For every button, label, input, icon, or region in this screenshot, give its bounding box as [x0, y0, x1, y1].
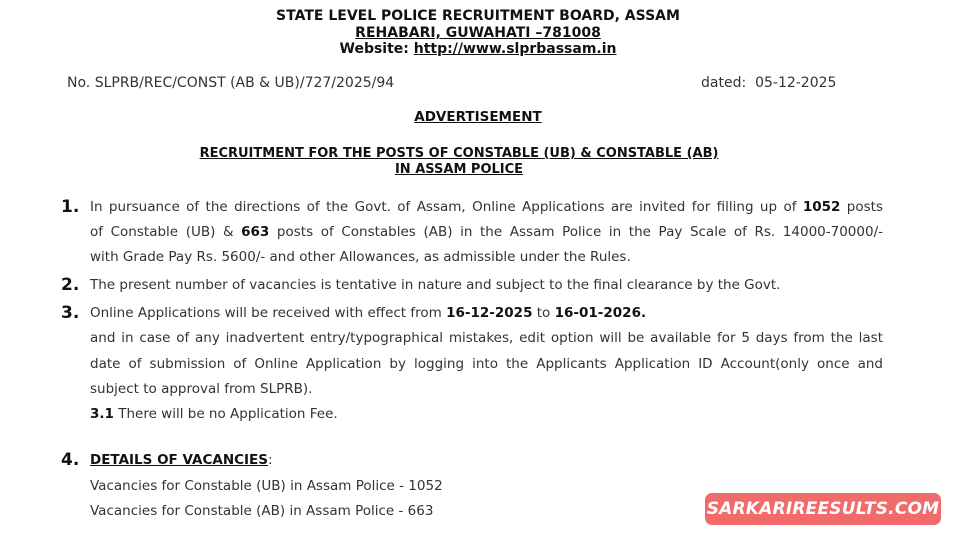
advertisement-title: ADVERTISEMENT	[414, 109, 542, 125]
section-3-1	[90, 406, 338, 422]
section-4-number: 4.	[61, 450, 80, 470]
section-2-text: The present number of vacancies is tentative in nature and subject to the final clearance by the Govt.	[90, 277, 781, 293]
text: of Constable (UB) &	[90, 224, 242, 240]
dated-label: dated:	[701, 75, 747, 91]
section-4-heading	[90, 452, 273, 468]
ub-posts-count: 1052	[802, 199, 841, 215]
text: Online Applications will be received with effect from	[90, 305, 447, 321]
start-date: 16-12-2025	[446, 305, 533, 321]
website-link[interactable]: http://www.slprbassam.in	[413, 41, 617, 57]
text: There will be no Application Fee.	[113, 406, 338, 422]
sub-number: 3.1	[90, 406, 114, 422]
end-date: 16-01-2026.	[554, 305, 647, 321]
section-3-number: 3.	[61, 303, 80, 323]
org-address: REHABARI, GUWAHATI –781008	[355, 25, 601, 41]
section-3-line-2: and in case of any inadvertent entry/typographical mistakes, edit option will be available for 5 days from the last	[90, 330, 883, 346]
reference-number: No. SLPRB/REC/CONST (AB & UB)/727/2025/94	[67, 75, 395, 91]
text: to	[532, 305, 555, 321]
section-1-line-1	[90, 199, 883, 215]
website-line	[0, 41, 956, 57]
section-3-line-1	[90, 305, 646, 321]
vacancy-ub: Vacancies for Constable (UB) in Assam Police - 1052	[90, 478, 443, 494]
section-3-line-4: subject to approval from SLPRB).	[90, 381, 313, 397]
ab-posts-count: 663	[241, 224, 270, 240]
website-label: Website:	[339, 41, 409, 57]
text: In pursuance of the directions of the Govt. of Assam, Online Applications are invited for filling up of	[90, 199, 803, 215]
text: posts	[840, 199, 883, 215]
recruitment-title-line2: IN ASSAM POLICE	[394, 162, 524, 177]
section-1-number: 1.	[61, 197, 80, 217]
watermark-badge: SARKARIREESULTS.COM	[705, 493, 941, 525]
colon: :	[268, 452, 273, 468]
org-name: STATE LEVEL POLICE RECRUITMENT BOARD, ASSAM	[276, 8, 680, 24]
recruitment-title-line1: RECRUITMENT FOR THE POSTS OF CONSTABLE (UB) & CONSTABLE (AB)	[199, 146, 719, 161]
section-3-line-3: date of submission of Online Application by logging into the Applicants Application ID Account(only once and	[90, 356, 883, 372]
text: posts of Constables (AB) in the Assam Police in the Pay Scale of Rs. 14000-70000/-	[269, 224, 883, 240]
heading-text: DETAILS OF VACANCIES	[90, 452, 268, 468]
section-1-line-3: with Grade Pay Rs. 5600/- and other Allowances, as admissible under the Rules.	[90, 249, 631, 265]
reference-date	[701, 75, 836, 91]
section-2-number: 2.	[61, 275, 80, 295]
date-value: 05-12-2025	[755, 75, 837, 91]
section-1-line-2	[90, 224, 883, 240]
vacancy-ab: Vacancies for Constable (AB) in Assam Police - 663	[90, 503, 434, 519]
